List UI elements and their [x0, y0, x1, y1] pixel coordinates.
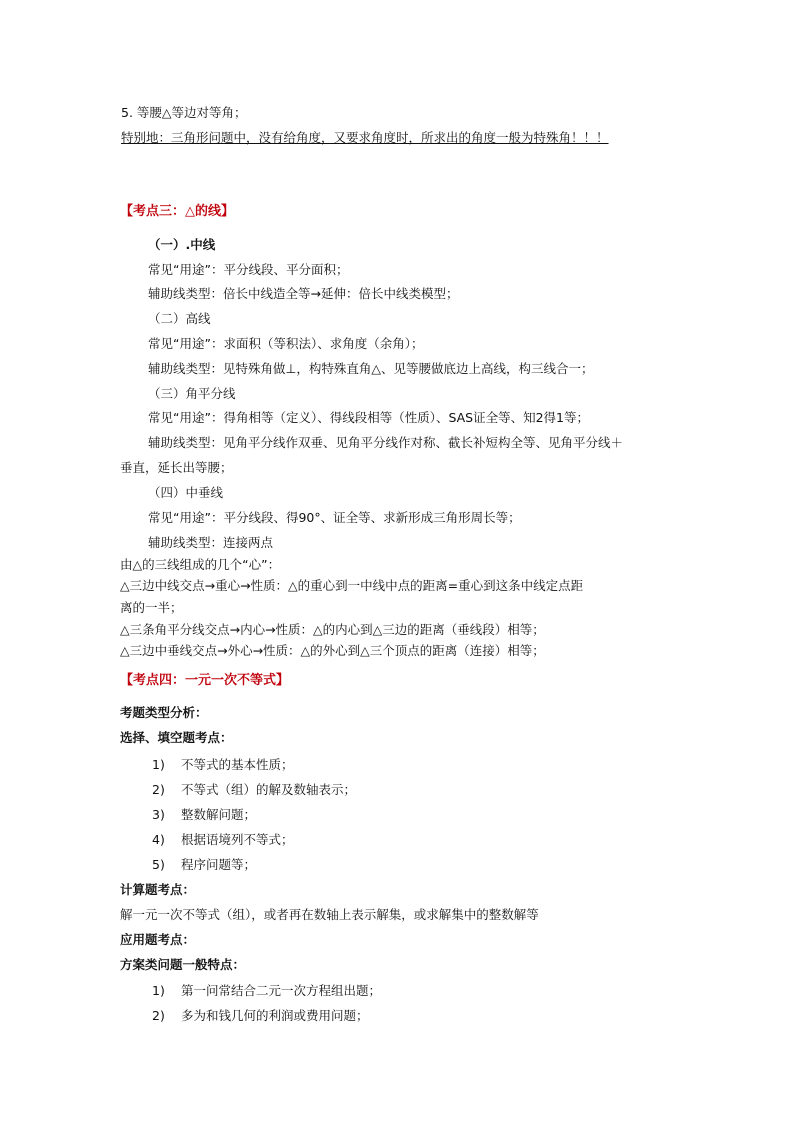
centroid-line-cont: 离的一半； — [120, 600, 183, 615]
plan-heading: 方案类问题一般特点： — [120, 957, 246, 972]
subheading-bisector: （三）角平分线 — [148, 386, 236, 401]
circumcenter-line: △三边中垂线交点→外心→性质：△的外心到△三个顶点的距离（连接）相等； — [120, 643, 545, 658]
median-usage: 常见“用途”：平分线段、平分面积； — [148, 262, 349, 277]
choice-item-2: 不等式（组）的解及数轴表示； — [181, 782, 357, 797]
section-heading-4: 【考点四：一元一次不等式】 — [120, 673, 290, 688]
choice-item-5: 程序问题等； — [181, 857, 257, 872]
apply-heading: 应用题考点： — [120, 932, 196, 947]
special-note: 特别地：三角形问题中，没有给角度，又要求角度时，所求出的角度一般为特殊角！！！ — [121, 130, 609, 145]
altitude-usage: 常见“用途”：求面积（等积法）、求角度（余角）； — [148, 336, 424, 351]
choice-num-5: 5) — [152, 857, 165, 872]
bisector-aux-cont: 垂直，延长出等腰； — [120, 460, 233, 475]
bisector-usage: 常见“用途”：得角相等（定义）、得线段相等（性质）、SAS证全等、知2得1等； — [148, 410, 590, 425]
plan-num-1: 1) — [152, 983, 165, 998]
subheading-altitude: （二）高线 — [148, 311, 211, 326]
plan-item-1: 第一问常结合二元一次方程组出题； — [181, 983, 382, 998]
perp-bisector-aux: 辅助线类型：连接两点 — [148, 535, 274, 550]
median-aux: 辅助线类型：倍长中线造全等→延伸：倍长中线类模型； — [148, 286, 459, 301]
choice-item-4: 根据语境列不等式； — [181, 832, 294, 847]
choice-num-1: 1) — [152, 757, 165, 772]
choice-item-1: 不等式的基本性质； — [181, 757, 294, 772]
analysis-heading: 考题类型分析： — [120, 705, 208, 720]
incenter-line: △三条角平分线交点→内心→性质：△的内心到△三边的距离（垂线段）相等； — [120, 622, 545, 637]
calc-heading: 计算题考点： — [120, 882, 196, 897]
plan-item-2: 多为和钱几何的利润或费用问题； — [181, 1008, 369, 1023]
subheading-perp-bisector: （四）中垂线 — [148, 485, 224, 500]
subheading-median: （一）.中线 — [148, 237, 216, 252]
choice-num-2: 2) — [152, 782, 165, 797]
calc-text: 解一元一次不等式（组），或者再在数轴上表示解集，或求解集中的整数解等 — [120, 907, 539, 922]
hearts-intro: 由△的三线组成的几个“心”： — [120, 557, 281, 572]
centroid-line: △三边中线交点→重心→性质：△的重心到一中线中点的距离=重心到这条中线定点距 — [120, 578, 584, 593]
choice-item-3: 整数解问题； — [181, 807, 257, 822]
perp-bisector-usage: 常见“用途”：平分线段、得90°、证全等、求新形成三角形周长等； — [148, 510, 521, 525]
item-5: 5. 等腰△等边对等角； — [121, 105, 247, 120]
plan-num-2: 2) — [152, 1008, 165, 1023]
choice-num-3: 3) — [152, 807, 165, 822]
choice-num-4: 4) — [152, 832, 165, 847]
bisector-aux: 辅助线类型：见角平分线作双垂、见角平分线作对称、截长补短构全等、见角平分线＋ — [148, 435, 624, 450]
choice-heading: 选择、填空题考点： — [120, 730, 233, 745]
section-heading-3: 【考点三：△的线】 — [120, 204, 234, 219]
altitude-aux: 辅助线类型：见特殊角做⊥，构特殊直角△、见等腰做底边上高线，构三线合一； — [148, 361, 594, 376]
